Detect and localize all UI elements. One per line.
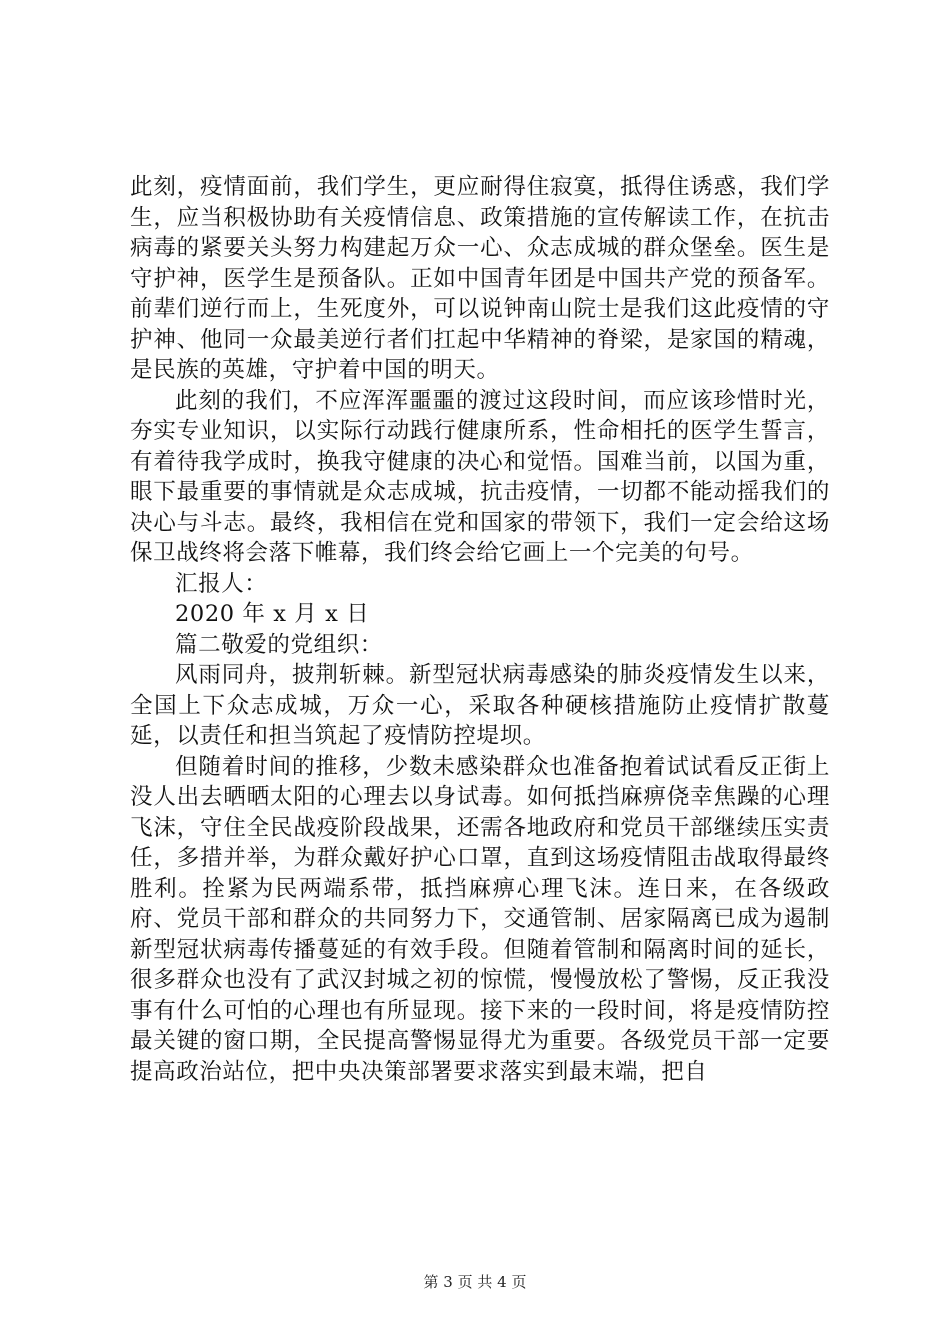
section-heading: 篇二敬爱的党组织：	[175, 631, 383, 658]
paragraph-2: 此刻的我们，不应浑浑噩噩的渡过这段时间，而应该珍惜时光，夯实专业知识，以实际行动践行健康所系，性命相托的医学生誓言，有着待我学成时，换我守健康的决心和觉悟。国难当前，以国为重，眼下最重要的事情就是众志成城，抗击疫情，一切都不能动摇我们的决心与斗志。最终，我相信在党和国家的带领下，我们一定会给这场保卫战终将会落下帷幕，我们终会给它画上一个完美的句号。	[130, 387, 830, 566]
paragraph-4: 但随着时间的推移，少数未感染群众也准备抱着试试看反正街上没人出去晒晒太阳的心理去以身试毒。如何抵挡麻痹侥幸焦躁的心理飞沫，守住全民战疫阶段战果，还需各地政府和党员干部继续压实责任，多措并举，为群众戴好护心口罩，直到这场疫情阻击战取得最终胜利。拴紧为民两端系带，抵挡麻痹心理飞沫。连日来，在各级政府、党员干部和群众的共同努力下，交通管制、居家隔离已成为遏制新型冠状病毒传播蔓延的有效手段。但随着管制和隔离时间的延长，很多群众也没有了武汉封城之初的惊慌，慢慢放松了警惕，反正我没事有什么可怕的心理也有所显现。接下来的一段时间，将是疫情防控最关键的窗口期，全民提高警惕显得尤为重要。各级党员干部一定要提高政治站位，把中央决策部署要求落实到最末端，把自	[130, 753, 830, 1085]
page-number: 第 3 页 共 4 页	[423, 1273, 527, 1291]
document-body	[130, 172, 830, 1087]
page-footer	[0, 1271, 950, 1292]
paragraph-1: 此刻，疫情面前，我们学生，更应耐得住寂寞，抵得住诱惑，我们学生，应当积极协助有关疫情信息、政策措施的宣传解读工作，在抗击病毒的紧要关头努力构建起万众一心、众志成城的群众堡垒。医生是守护神，医学生是预备队。正如中国青年团是中国共产党的预备军。前辈们逆行而上，生死度外，可以说钟南山院士是我们这此疫情的守护神、他同一众最美逆行者们扛起中华精神的脊梁，是家国的精魂，是民族的英雄，守护着中国的明天。	[130, 174, 830, 383]
paragraph-3: 风雨同舟，披荆斩棘。新型冠状病毒感染的肺炎疫情发生以来，全国上下众志成城，万众一心，采取各种硬核措施防止疫情扩散蔓延，以责任和担当筑起了疫情防控堤坝。	[130, 662, 830, 749]
reporter-line: 汇报人：	[175, 570, 268, 597]
date-line: 2020 年 x 月 x 日	[175, 601, 370, 627]
